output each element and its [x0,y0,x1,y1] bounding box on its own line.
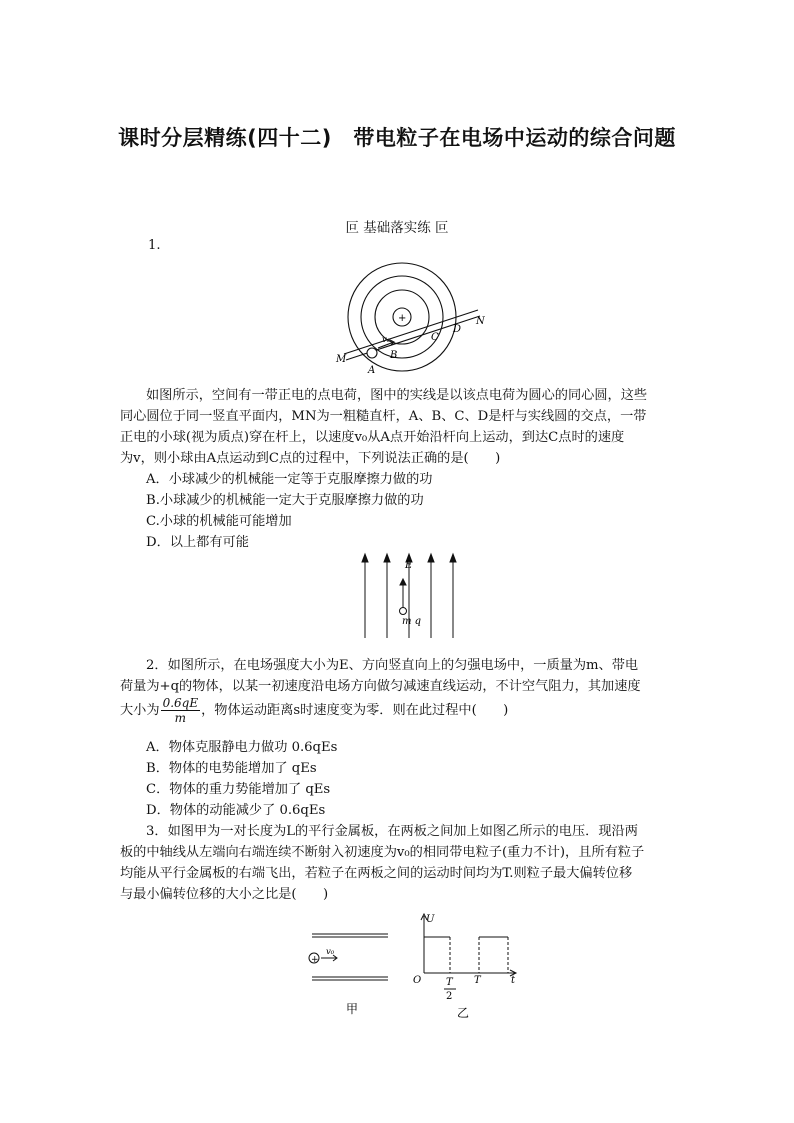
q1-figure-concentric-circles [330,260,490,380]
q2-line-2: 荷量为+q的物体，以某一初速度沿电场方向做匀减速直线运动，不计空气阻力，其加速度 [120,679,641,694]
q2-line-1: 2．如图所示，在电场强度大小为E、方向竖直向上的匀强电场中，一质量为m、带电 [146,658,639,673]
label-e: E [405,560,413,571]
label-m: M [336,354,347,365]
label-t-axis: t [511,975,516,986]
label-v0: v₀ [326,947,335,957]
label-t-half-num: T [446,977,453,988]
charged-body [400,608,407,615]
q2-figure-uniform-field [355,552,465,642]
velocity-arrowhead [400,579,406,585]
q2-line-3 [120,696,508,725]
page-title: 课时分层精练(四十二) 带电粒子在电场中运动的综合问题 [118,126,676,150]
label-c: C [431,332,439,343]
field-arrow-4 [428,554,434,562]
ball [367,348,377,358]
q2-line-3-post: ，物体运动距离s时速度变为零．则在此过程中( ) [201,703,509,718]
label-v0: v₀ [382,335,391,345]
q1-line-1: 如图所示，空间有一带正电的点电荷，图中的实线是以该点电荷为圆心的同心圆，这些 [146,388,648,403]
section-heading: 叵 基础落实练 叵 [345,220,449,236]
field-arrow-2 [384,554,390,562]
fraction-denominator: m [174,711,187,725]
q1-number: 1. [148,238,161,253]
rod-mn-bottom [346,316,480,360]
q2-line-3-pre: 大小为 [120,703,160,718]
q2-option-d: D．物体的动能减少了 0.6qEs [146,803,326,818]
label-o: O [413,975,422,986]
caption-jia: 甲 [346,1002,359,1016]
field-arrow-1 [362,554,368,562]
label-t: T [474,975,481,986]
q3-figures [300,910,530,1020]
label-mq: m q [402,616,422,627]
label-n: N [476,316,485,327]
q3-line-3: 均能从平行金属板的右端飞出，若粒子在两板之间的运动时间均为T.则粒子最大偏转位移 [120,866,633,881]
q2-option-c: C．物体的重力势能增加了 qEs [146,782,331,797]
label-b: B [390,350,398,361]
particle-plus: + [311,955,319,965]
q3-line-1: 3．如图甲为一对长度为L的平行金属板，在两板之间加上如图乙所示的电压．现沿两 [146,824,638,839]
q1-option-b: B.小球减少的机械能一定大于克服摩擦力做的功 [146,493,424,508]
q3-line-2: 板的中轴线从左端向右端连续不断射入初速度为v₀的相同带电粒子(重力不计)，且所有粒子 [120,845,645,860]
q3-line-4: 与最小偏转位移的大小之比是( ) [120,887,329,902]
field-arrow-5 [450,554,456,562]
q1-line-2: 同心圆位于同一竖直平面内，MN为一粗糙直杆，A、B、C、D是杆与实线圆的交点，一带 [120,409,647,424]
q1-option-d: D．以上都有可能 [146,535,249,550]
q2-option-a: A．物体克服静电力做功 0.6qEs [146,740,338,755]
label-t-half-den: 2 [446,991,453,1002]
label-a: A [368,365,376,376]
label-u: U [426,914,435,925]
q1-line-3: 正电的小球(视为质点)穿在杆上，以速度v₀从A点开始沿杆向上运动，到达C点时的速度 [120,430,625,445]
plus-sign: + [398,313,407,324]
q1-option-c: C.小球的机械能可能增加 [146,514,292,529]
q1-line-4: 为v，则小球由A点运动到C点的过程中，下列说法正确的是( ) [120,451,501,466]
q2-option-b: B．物体的电势能增加了 qEs [146,761,317,776]
caption-yi: 乙 [457,1006,470,1020]
label-d: D [453,324,462,335]
q1-option-a: A．小球减少的机械能一定等于克服摩擦力做的功 [146,472,433,487]
acceleration-fraction [161,696,201,725]
fraction-numerator: 0.6qE [162,696,199,710]
